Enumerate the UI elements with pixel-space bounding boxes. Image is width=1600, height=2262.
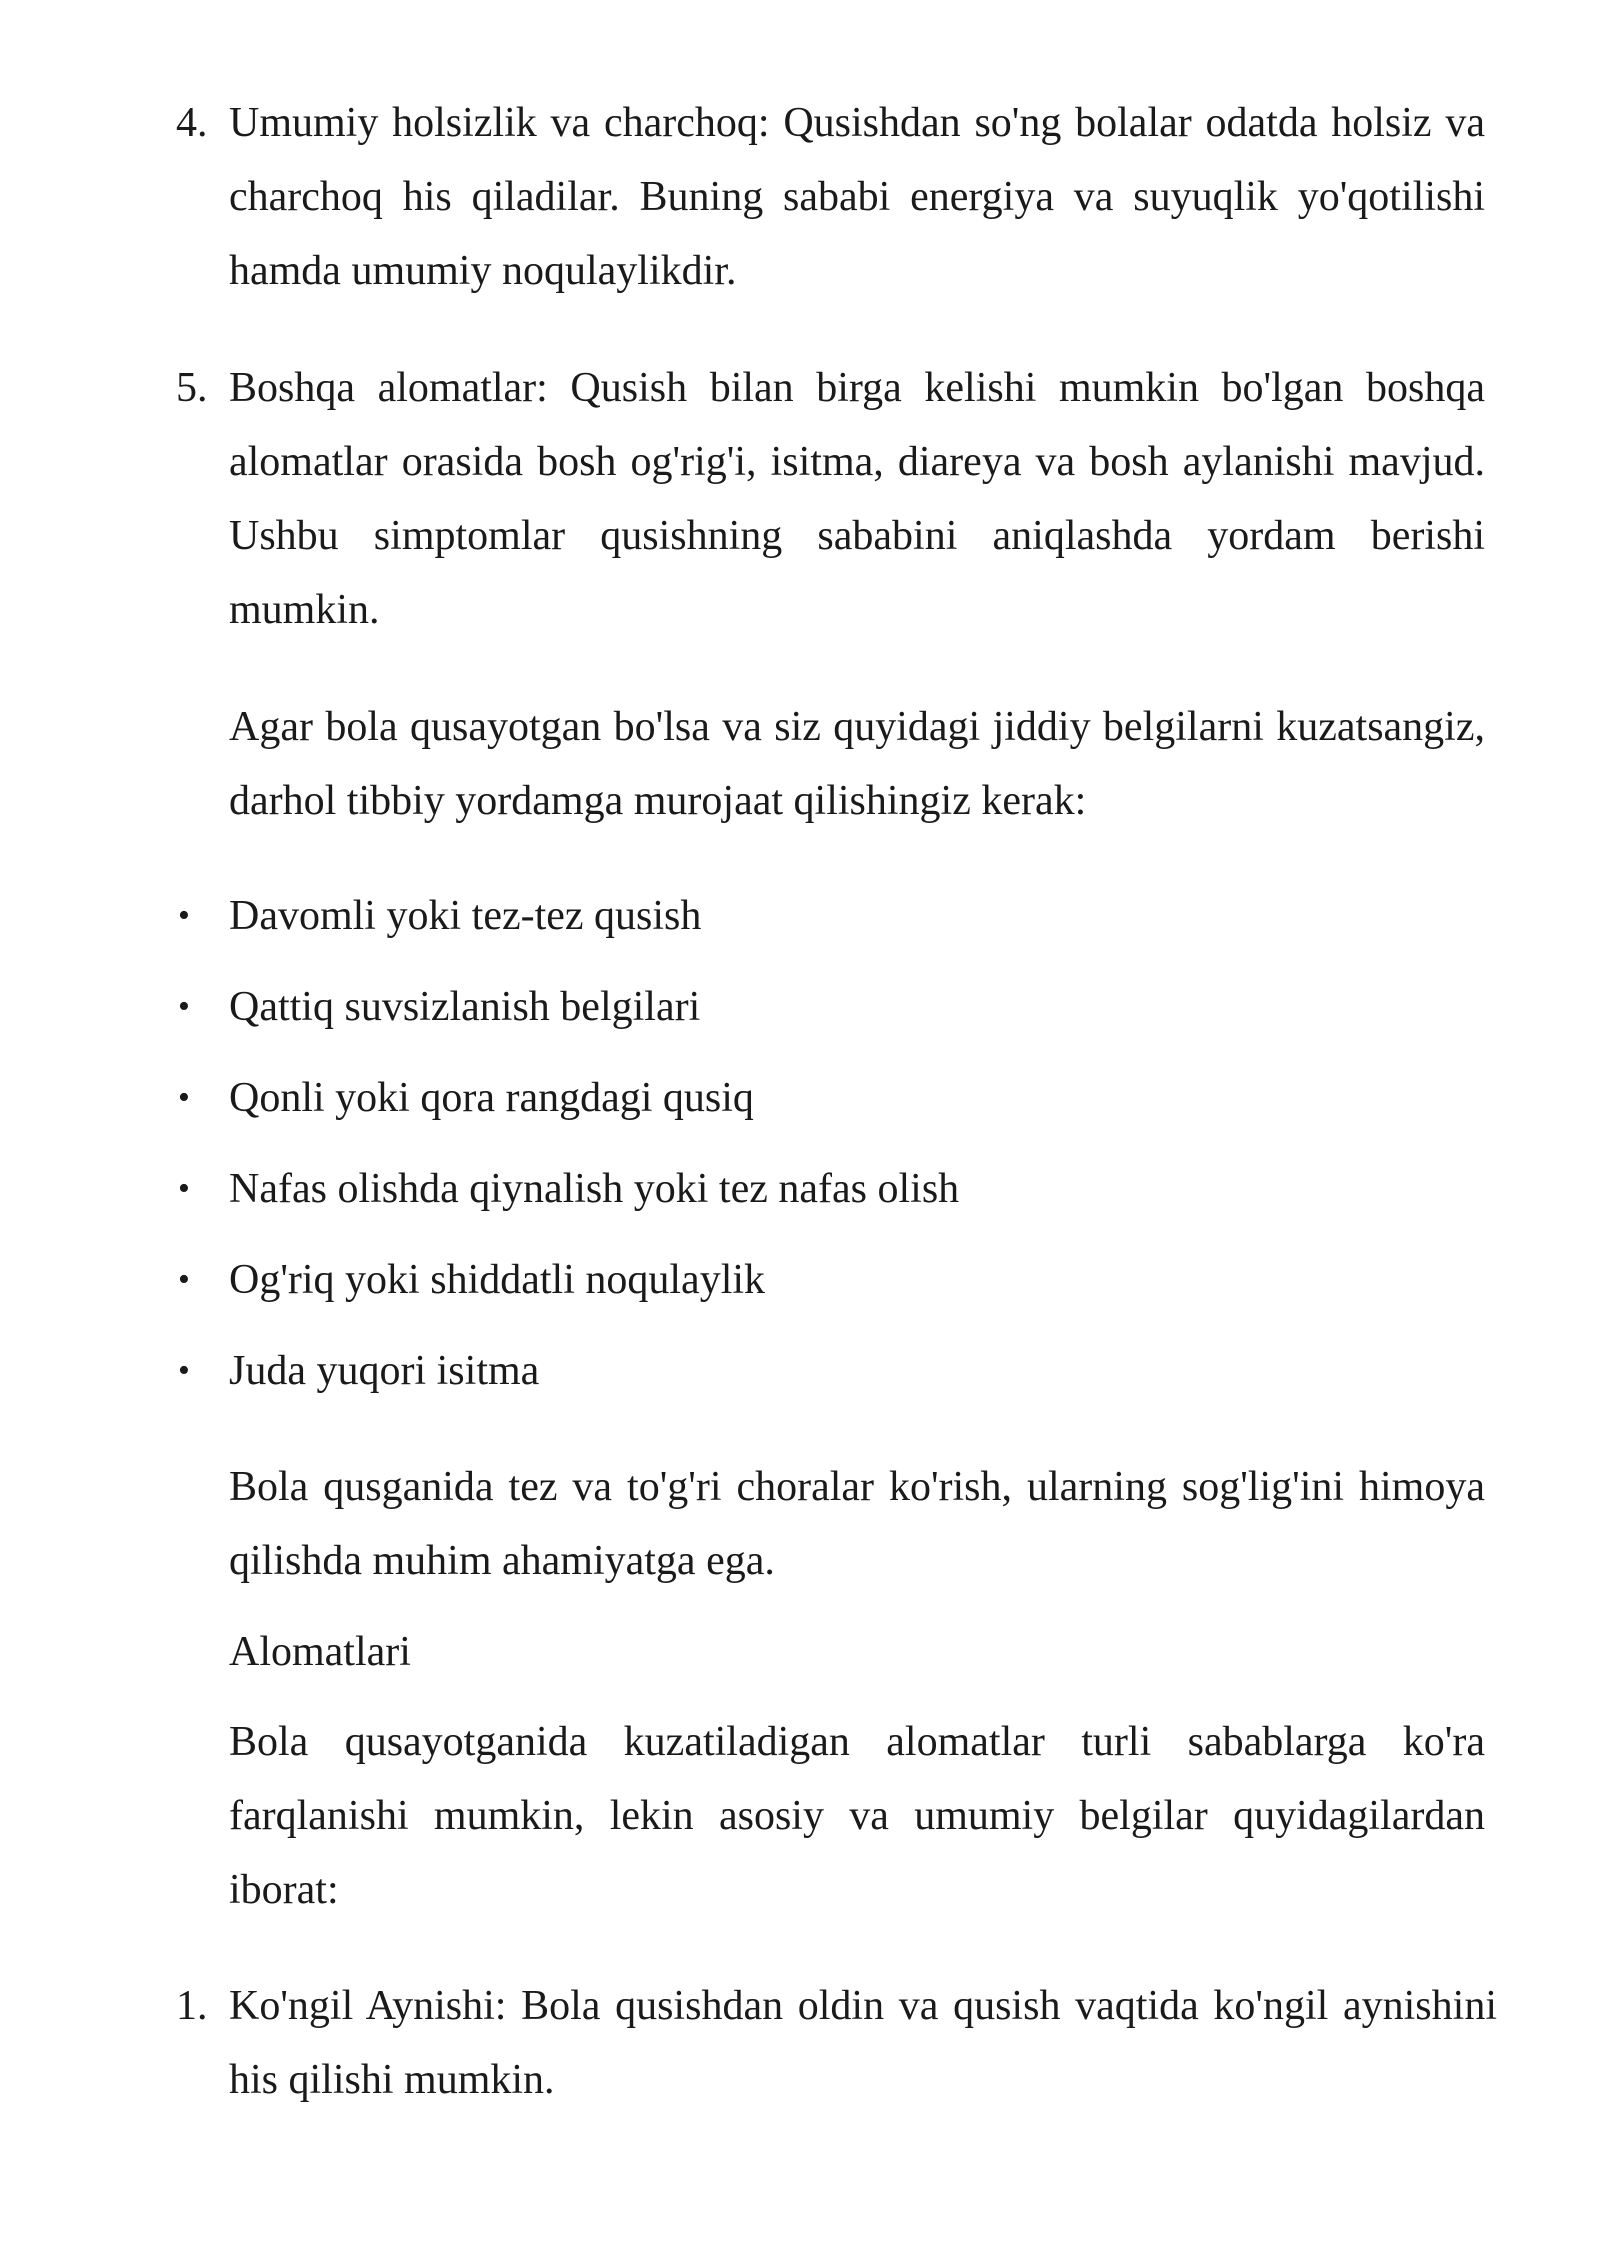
bullet-icon: • [178,1079,190,1116]
bullet-icon: • [178,897,190,934]
list-number: 5. [176,365,208,411]
list-item-text: Ko'ngil Aynishi: Bola qusishdan oldin va qusish vaqtida ko'ngil aynishini his qilishi mumkin. [229,1983,1497,2103]
bullet-icon: • [178,1170,190,1207]
bullet-text: Qonli yoki qora rangdagi qusiq [229,1075,754,1121]
bullet-text: Og'riq yoki shiddatli noqulaylik [229,1257,766,1303]
bullet-text: Davomli yoki tez-tez qusish [229,893,702,939]
closing-paragraph: Bola qusganida tez va to'g'ri choralar ko'rish, ularning sog'lig'ini himoya qilishda muhim ahamiyatga ega. [229,1464,1485,1584]
intro-paragraph: Agar bola qusayotgan bo'lsa va siz quyidagi jiddiy belgilarni kuzatsangiz, darhol tibbiy yordamga murojaat qilishingiz kerak: [229,704,1485,824]
bullet-icon: • [178,1261,190,1298]
bullet-text: Qattiq suvsizlanish belgilari [229,984,701,1030]
section-heading: Alomatlari [229,1629,411,1675]
list-number: 1. [176,1983,208,2029]
bullet-text: Nafas olishda qiynalish yoki tez nafas olish [229,1166,960,1212]
bullet-icon: • [178,1352,190,1389]
list-item-text: Umumiy holsizlik va charchoq: Qusishdan so'ng bolalar odatda holsiz va charchoq his qiladilar. Buning sababi energiya va suyuqlik yo'qotilishi hamda umumiy noqulaylikdir. [229,100,1485,294]
list-item-text: Boshqa alomatlar: Qusish bilan birga kelishi mumkin bo'lgan boshqa alomatlar orasida bosh og'rig'i, isitma, diareya va bosh aylanishi mavjud. Ushbu simptomlar qusishning sababini aniqlashda yordam berishi mumkin. [229,365,1485,633]
bullet-text: Juda yuqori isitma [229,1348,540,1394]
bullet-icon: • [178,988,190,1025]
list-number: 4. [176,100,208,146]
section-paragraph: Bola qusayotganida kuzatiladigan alomatlar turli sabablarga ko'ra farqlanishi mumkin, lekin asosiy va umumiy belgilar quyidagilardan iborat: [229,1719,1485,1913]
